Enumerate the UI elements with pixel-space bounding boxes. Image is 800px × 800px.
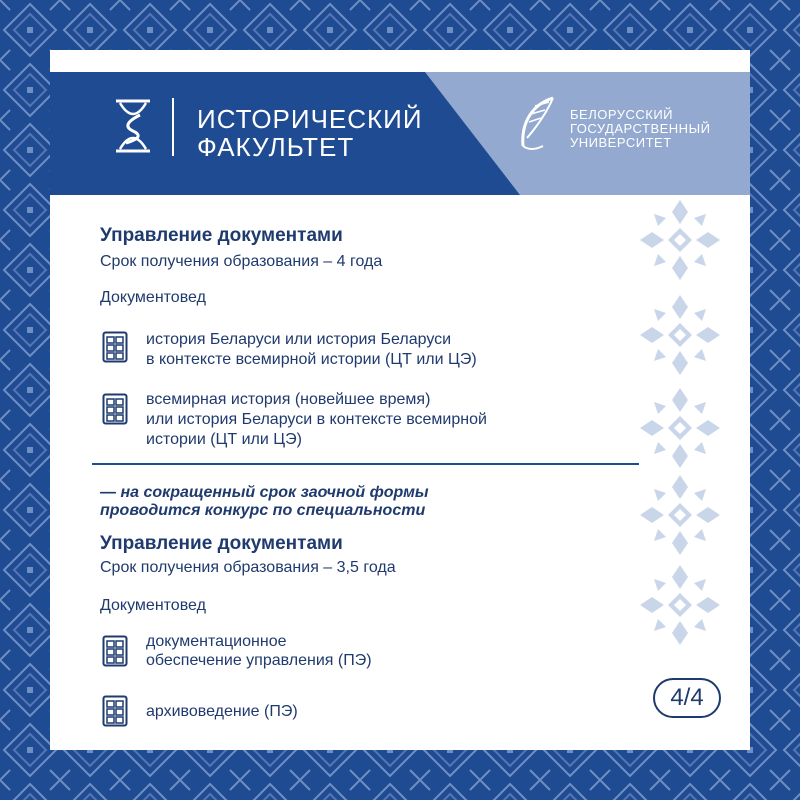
university-name-line2: ГОСУДАРСТВЕННЫЙ bbox=[570, 121, 711, 136]
content-card bbox=[50, 195, 750, 750]
subject-item-2-line2: или история Беларуси в контексте всемирной bbox=[146, 411, 487, 428]
faculty-name bbox=[197, 105, 423, 161]
university-name-line3: УНИВЕРСИТЕТ bbox=[570, 135, 672, 150]
header-banner bbox=[50, 50, 750, 195]
document-checklist-icon bbox=[102, 695, 128, 727]
page-indicator-badge: 4/4 bbox=[653, 678, 721, 718]
section2-qualification: Документовед bbox=[100, 597, 206, 614]
subject-item-3-line1: документационное bbox=[146, 633, 287, 650]
bsu-quill-icon bbox=[513, 94, 561, 154]
note-line1: — на сокращенный срок заочной формы bbox=[100, 484, 429, 501]
subject-item-3-line2: обеспечение управления (ПЭ) bbox=[146, 652, 372, 669]
section1-title: Управление документами bbox=[100, 225, 343, 246]
faculty-name-line2: ФАКУЛЬТЕТ bbox=[197, 132, 355, 162]
university-name-line1: БЕЛОРУССКИЙ bbox=[570, 107, 674, 122]
subject-item-4-line1: архивоведение (ПЭ) bbox=[146, 703, 298, 720]
subject-item-1-line1: история Беларуси или история Беларуси bbox=[146, 331, 452, 348]
section2-title: Управление документами bbox=[100, 533, 343, 554]
faculty-name-line1: ИСТОРИЧЕСКИЙ bbox=[197, 104, 423, 134]
subject-item-1-line2: в контексте всемирной истории (ЦТ или ЦЭ) bbox=[146, 351, 477, 368]
section1-qualification: Документовед bbox=[100, 289, 206, 306]
section2-duration: Срок получения образования – 3,5 года bbox=[100, 559, 396, 576]
university-name bbox=[570, 108, 710, 150]
section1-duration: Срок получения образования – 4 года bbox=[100, 253, 383, 270]
note-line2: проводится конкурс по специальности bbox=[100, 502, 426, 519]
document-checklist-icon bbox=[102, 635, 128, 667]
logo-divider bbox=[172, 98, 174, 156]
section-divider bbox=[92, 463, 639, 465]
document-checklist-icon bbox=[102, 331, 128, 363]
document-checklist-icon bbox=[102, 393, 128, 425]
faculty-logo-icon bbox=[110, 95, 156, 157]
snowflake-ornament-icon bbox=[640, 195, 750, 750]
subject-item-2-line1: всемирная история (новейшее время) bbox=[146, 391, 431, 408]
subject-item-2-line3: истории (ЦТ или ЦЭ) bbox=[146, 431, 302, 448]
